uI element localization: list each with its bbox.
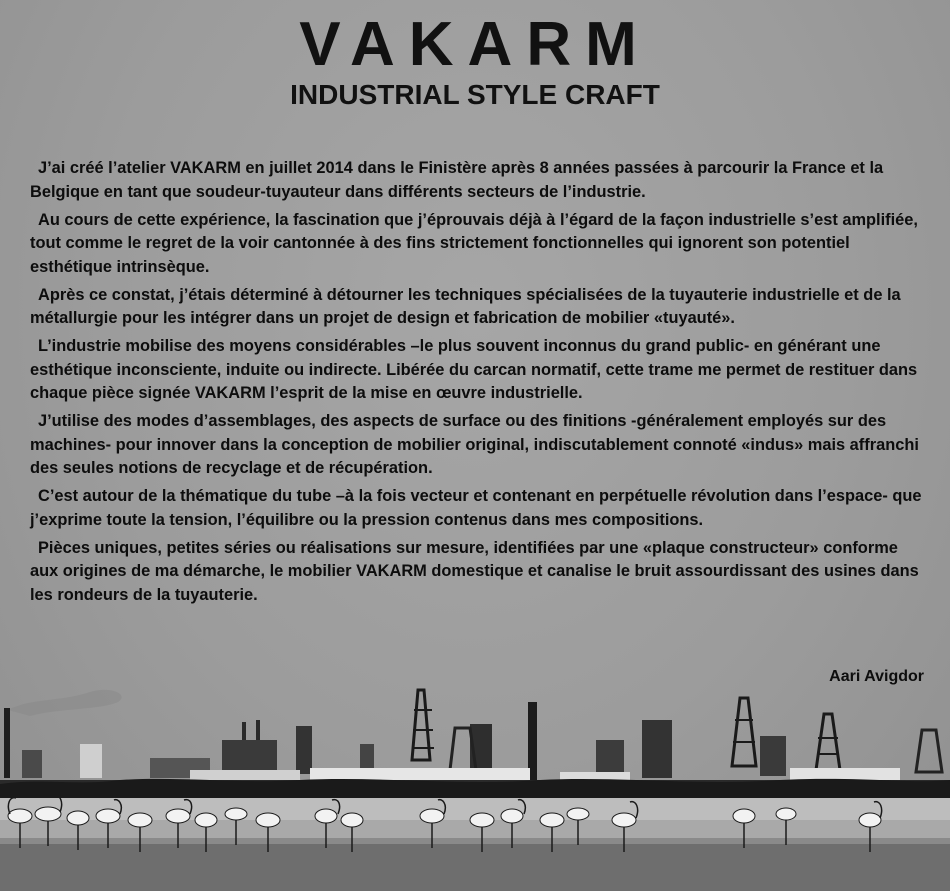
body-text: [30, 157, 930, 612]
paragraph-4: L’industrie mobilise des moyens considérables –le plus souvent inconnus du grand public- en générant une esthétique inconsciente, induite ou indirecte. Libérée du carcan normatif, cette trame me permet de restituer dans chaque pièce signée VAKARM l’esprit de la mise en œuvre industrielle.: [30, 337, 918, 402]
author-signature: Aari Avigdor: [829, 668, 924, 685]
paragraph-3: Après ce constat, j’étais déterminé à détourner les techniques spécialisées de la tuyauterie industrielle et de la métallurgie pour les intégrer dans un projet de design et fabrication de mobilier «tuyauté».: [30, 285, 901, 327]
page-title: VAKARM: [299, 10, 651, 79]
paragraph-2: Au cours de cette expérience, la fascination que j’éprouvais déjà à l’égard de la façon industrielle s’est amplifiée, tout comme le regret de la voir cantonnée à des fins strictement fonctionnelles qui ignorent son potentiel esthétique intrinsèque.: [30, 210, 918, 276]
paragraph-1: J’ai créé l’atelier VAKARM en juillet 2014 dans le Finistère après 8 années passées à parcourir la France et la Belgique en tant que soudeur-tuyauteur dans différents secteurs de l’industrie.: [30, 159, 884, 201]
page-subtitle: INDUSTRIAL STYLE CRAFT: [290, 79, 660, 110]
industrial-skyline-photo: [0, 680, 950, 891]
paragraph-6: C’est autour de la thématique du tube –à la fois vecteur et contenant en perpétuelle révolution dans l’espace- que j’exprime toute la tension, l’équilibre ou la pression contenus dans mes compositions.: [30, 487, 922, 529]
paragraph-7: Pièces uniques, petites séries ou réalisations sur mesure, identifiées par une «plaque constructeur» conforme aux origines de ma démarche, le mobilier VAKARM domestique et canalise le bruit assourdissant des usines dans les rondeurs de la tuyauterie.: [30, 538, 919, 604]
paragraph-5: J’utilise des modes d’assemblages, des aspects de surface ou des finitions -généralement employés sur des machines- pour innover dans la conception de mobilier original, indiscutablement connoté «indus» mais affranchi des seules notions de recyclage et de récupération.: [30, 412, 919, 477]
